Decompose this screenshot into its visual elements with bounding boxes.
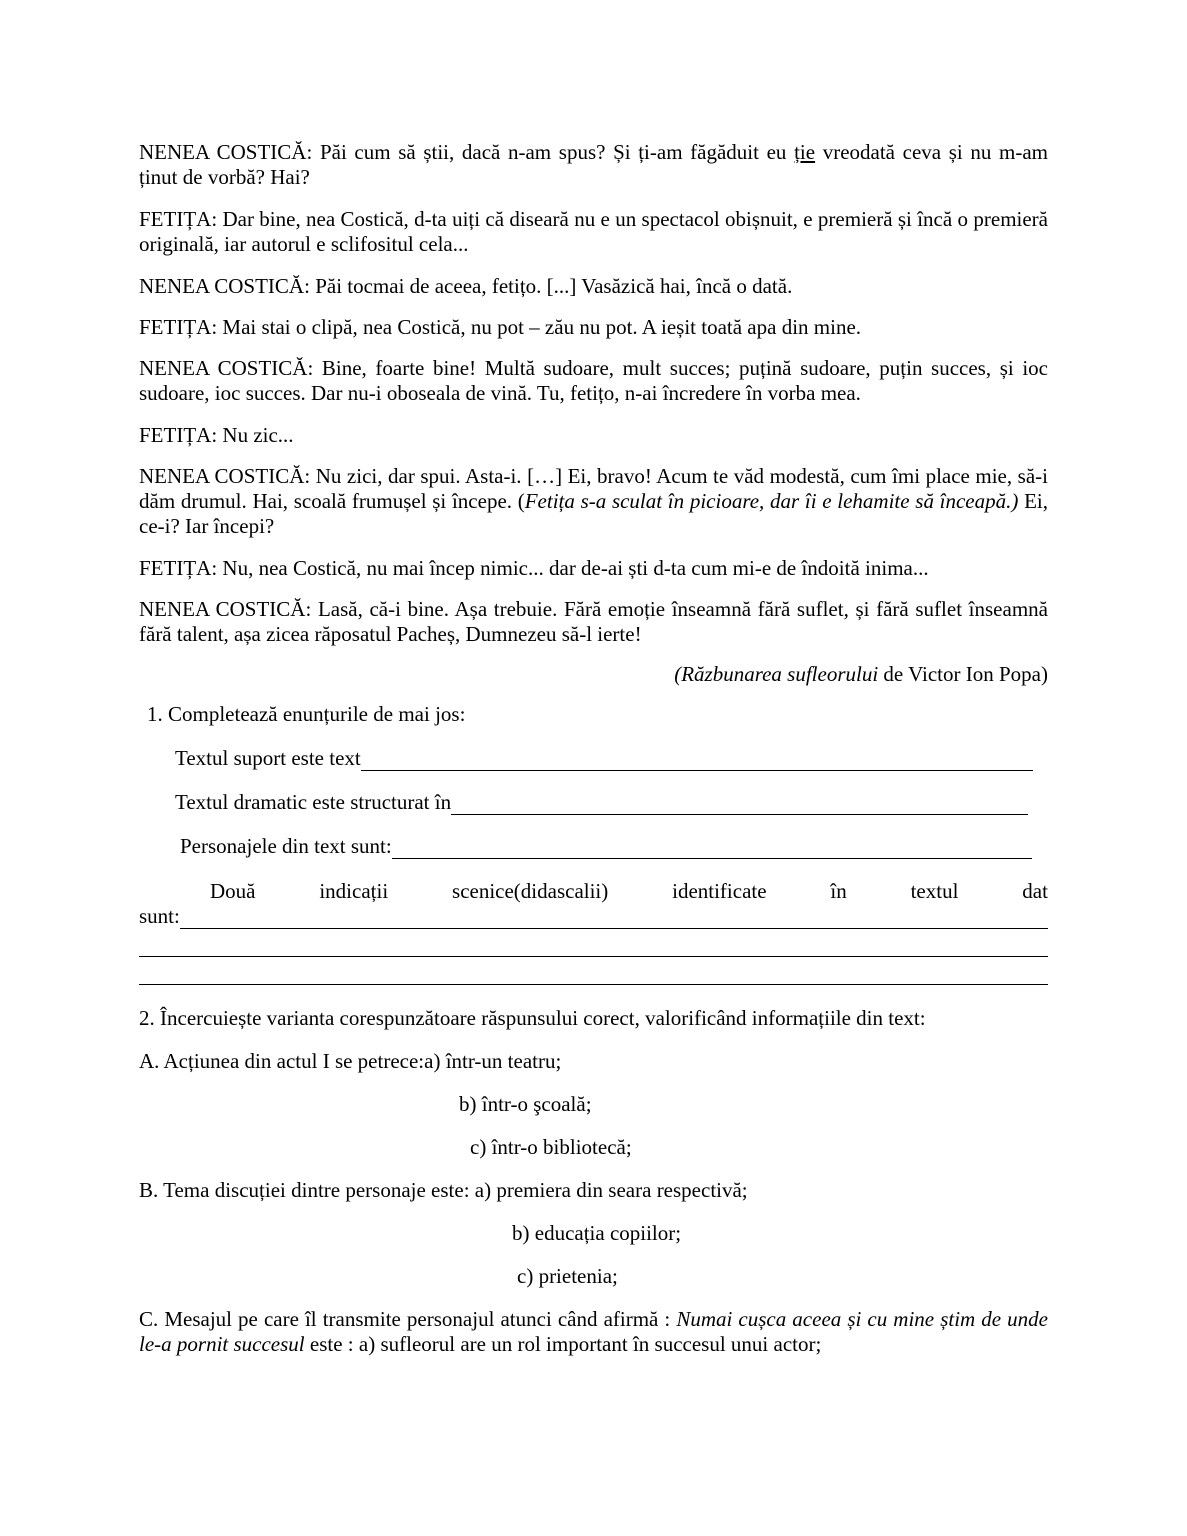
fill-text-type: [175, 746, 1033, 771]
dialogue-line: FETIȚA: Mai stai o clipă, nea Costică, nu pot – zău nu pot. A ieșit toată apa din mine.: [139, 315, 862, 339]
speaker-name: FETIȚA:: [139, 556, 218, 580]
question-2-heading: 2. Încercuiește varianta corespunzătoare răspunsului corect, valorificând informațiile din text:: [139, 1006, 926, 1030]
answer-blank[interactable]: [361, 750, 1033, 771]
question-1-heading: 1. Completează enunțurile de mai jos:: [147, 702, 466, 726]
fill-structure: [175, 790, 1028, 815]
option: b) educația copiilor;: [512, 1221, 682, 1245]
underlined-word: ție: [794, 140, 816, 164]
source-title: (Răzbunarea sufleorului: [674, 662, 879, 686]
fill-label: Textul suport este text: [175, 746, 361, 770]
answer-blank[interactable]: [392, 838, 1032, 859]
speaker-name: NENEA COSTICĂ:: [139, 140, 313, 164]
answer-blank[interactable]: [139, 957, 1048, 985]
speaker-name: NENEA COSTICĂ:: [139, 464, 311, 488]
speaker-name: FETIȚA:: [139, 423, 218, 447]
fill-label: Textul dramatic este structurat în: [175, 790, 452, 814]
speaker-name: FETIȚA:: [139, 207, 218, 231]
option: b) într-o şcoală;: [459, 1092, 592, 1116]
fill-characters: [180, 834, 1032, 859]
dialogue-line: FETIȚA: Dar bine, nea Costică, d-ta uiți că diseară nu e un spectacol obișnuit, e premieră și încă o premieră originală, iar autorul e sclifositul cela...: [139, 207, 1048, 256]
dialogue-line: FETIȚA: Nu zic...: [139, 423, 294, 447]
question-2c: C. Mesajul pe care îl transmite personajul atunci când afirmă : Numai cușca aceea și cu mine știm de unde le-a pornit succesul este : a) sufleorul are un rol important în succesul unui actor;: [139, 1307, 1048, 1356]
source-author: de Victor Ion Popa): [878, 662, 1048, 686]
dialogue-line: NENEA COSTICĂ: Păi tocmai de aceea, fetițo. [...] Vasăzică hai, încă o dată.: [139, 274, 793, 298]
stage-direction: Fetița s-a sculat în picioare, dar îi e lehamite să înceapă.): [524, 489, 1019, 513]
quote: Numai cușca aceea și cu mine știm de unde le-a pornit succesul: [139, 1307, 1048, 1356]
dialogue-line: NENEA COSTICĂ: Păi cum să știi, dacă n-am spus? Și ți-am făgăduit eu ție vreodată ceva și nu m-am ținut de vorbă? Hai?: [139, 140, 1048, 189]
fill-label: Personajele din text sunt:: [180, 834, 392, 858]
speaker-name: NENEA COSTICĂ:: [139, 274, 310, 298]
fill-stage-directions: [139, 904, 1048, 929]
answer-blank[interactable]: [180, 908, 1048, 929]
fill-label: sunt:: [139, 904, 180, 928]
answer-blank[interactable]: [451, 794, 1028, 815]
answer-blank[interactable]: [139, 929, 1048, 957]
question-2a: A. Acțiunea din actul I se petrece:a) într-un teatru;: [139, 1049, 562, 1073]
dialogue-line: FETIȚA: Nu, nea Costică, nu mai încep nimic... dar de-ai ști d-ta cum mi-e de îndoită inima...: [139, 556, 929, 580]
speaker-name: FETIȚA:: [139, 315, 218, 339]
speaker-name: NENEA COSTICĂ:: [139, 597, 312, 621]
speaker-name: NENEA COSTICĂ:: [139, 356, 314, 380]
option: c) într-o bibliotecă;: [470, 1135, 632, 1159]
option: c) prietenia;: [517, 1264, 618, 1288]
dialogue-line: NENEA COSTICĂ: Bine, foarte bine! Multă sudoare, mult succes; puțină sudoare, puțin succes, și ioc sudoare, ioc succes. Dar nu-i oboseala de vină. Tu, fetițo, n-ai încredere în vorba mea.: [139, 356, 1048, 405]
source-citation: [139, 662, 1048, 687]
dialogue-line: NENEA COSTICĂ: Lasă, că-i bine. Așa trebuie. Fără emoție înseamnă fără suflet, și fără suflet înseamnă fără talent, așa zicea răposatul Pacheș, Dumnezeu să-l ierte!: [139, 597, 1048, 646]
question-2b: B. Tema discuției dintre personaje este: a) premiera din seara respectivă;: [139, 1178, 748, 1202]
dialogue-line: NENEA COSTICĂ: Nu zici, dar spui. Asta-i. […] Ei, bravo! Acum te văd modestă, cum îmi place mie, să-i dăm drumul. Hai, scoală frumușel și începe. (Fetița s-a sculat în picioare, dar îi e lehamite să înceapă.) Ei, ce-i? Iar începi?: [139, 464, 1048, 538]
fill-stage-directions-line: Două indicații scenice(didascalii) identificate în textul dat: [210, 879, 1048, 903]
worksheet-page: [139, 140, 1048, 1373]
